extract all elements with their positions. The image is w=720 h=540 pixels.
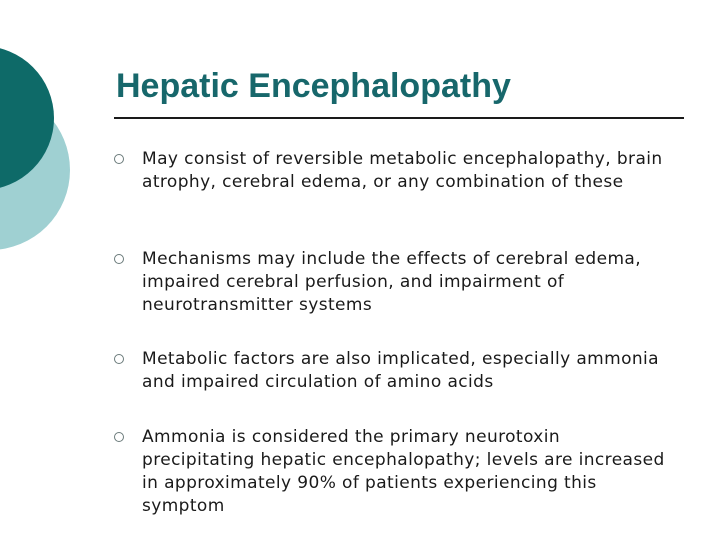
title-divider [114,117,684,119]
hollow-circle-bullet-icon [114,354,124,364]
bullet-item [114,426,674,518]
slide-title: Hepatic Encephalopathy [116,67,511,105]
bullet-item [114,148,674,194]
hollow-circle-bullet-icon [114,154,124,164]
bullet-item [114,348,674,394]
decorative-circles [0,0,80,290]
bullet-text: May consist of reversible metabolic encephalopathy, brain atrophy, cerebral edema, or any combination of these [142,149,663,192]
bullet-text: Mechanisms may include the effects of cerebral edema, impaired cerebral perfusion, and impairment of neurotransmitter systems [142,249,642,315]
hollow-circle-bullet-icon [114,432,124,442]
hollow-circle-bullet-icon [114,254,124,264]
bullet-text: Metabolic factors are also implicated, especially ammonia and impaired circulation of amino acids [142,349,659,392]
bullet-text: Ammonia is considered the primary neurotoxin precipitating hepatic encephalopathy; levels are increased in approximately 90% of patients experiencing this symptom [142,427,665,516]
bullet-item [114,248,674,317]
